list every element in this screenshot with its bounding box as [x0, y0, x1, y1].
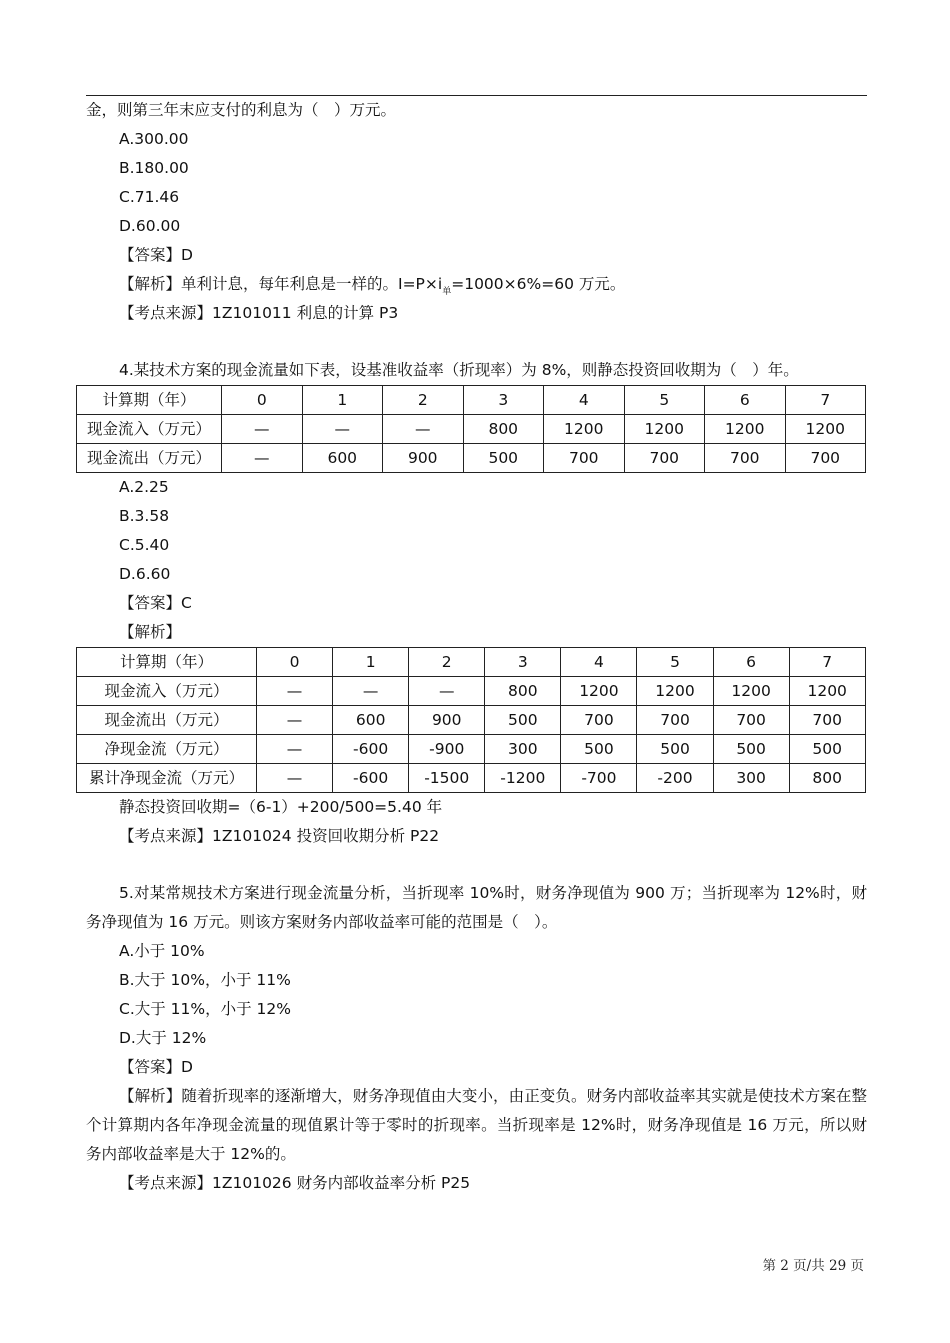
- q4-table2-row: [77, 706, 866, 735]
- q4-table2-cell: 500: [713, 735, 789, 764]
- q4-table2-cell: 500: [789, 735, 865, 764]
- q4-table1-cell: 1200: [705, 415, 786, 444]
- q4-table2-row-label: 现金流入（万元）: [77, 677, 257, 706]
- q4-table2-cell: —: [257, 764, 333, 793]
- q3-option-a: A.300.00: [119, 130, 189, 148]
- q4-table1-cell: 500: [463, 444, 544, 473]
- q3-answer: 【答案】D: [119, 246, 193, 264]
- q4-table1-cell: 1200: [785, 415, 866, 444]
- q4-option-c: C.5.40: [119, 536, 170, 554]
- q4-table2-row: [77, 677, 866, 706]
- q4-table2-row-label: 现金流出（万元）: [77, 706, 257, 735]
- q4-table1-cell: —: [302, 415, 383, 444]
- q4-table2-cell: -900: [409, 735, 485, 764]
- q4-table1-cell: —: [222, 415, 303, 444]
- q4-source: 【考点来源】1Z101024 投资回收期分析 P22: [119, 827, 440, 845]
- q4-table2-cell: -200: [637, 764, 713, 793]
- q3-stem-continuation: 金，则第三年末应支付的利息为（ ）万元。: [86, 101, 397, 119]
- q5-answer: 【答案】D: [119, 1058, 193, 1076]
- q4-table1-cell: 3: [463, 386, 544, 415]
- q4-table1-row: [77, 415, 866, 444]
- q3-analysis-formula: =1000×6%=60 万元。: [451, 275, 626, 293]
- q4-table2-cell: 800: [789, 764, 865, 793]
- q4-table1-cell: 800: [463, 415, 544, 444]
- q4-table1-cell: 700: [544, 444, 625, 473]
- page-footer: 第 2 页/共 29 页: [762, 1258, 864, 1274]
- q5-option-c: C.大于 11%，小于 12%: [119, 1000, 292, 1018]
- q5-source: 【考点来源】1Z101026 财务内部收益率分析 P25: [119, 1174, 471, 1192]
- q4-analysis-label: 【解析】: [119, 623, 182, 641]
- q4-table2-cell: —: [257, 706, 333, 735]
- q4-table2-row-label: 计算期（年）: [77, 648, 257, 677]
- q4-table2-cell: 6: [713, 648, 789, 677]
- q4-table1-cell: 7: [785, 386, 866, 415]
- q4-option-a: A.2.25: [119, 478, 169, 496]
- q4-table2-cell: 700: [561, 706, 637, 735]
- q3-option-d: D.60.00: [119, 217, 181, 235]
- q4-table2-cell: —: [257, 677, 333, 706]
- q4-table1-cell: 700: [785, 444, 866, 473]
- q4-table1-cell: 700: [705, 444, 786, 473]
- q4-table2-cell: -600: [333, 764, 409, 793]
- q4-table1-cell: 1: [302, 386, 383, 415]
- q4-table1-cell: —: [222, 444, 303, 473]
- q3-option-c: C.71.46: [119, 188, 180, 206]
- q4-table2-cell: 4: [561, 648, 637, 677]
- q3-analysis-subscript: 单: [442, 287, 452, 297]
- q4-analysis-table: [76, 647, 866, 793]
- q4-table2-cell: 700: [789, 706, 865, 735]
- document-page: [86, 96, 867, 1198]
- q4-table1-row-label: 现金流出（万元）: [77, 444, 222, 473]
- q4-table2-header-row: [77, 648, 866, 677]
- q4-table1-cell: 600: [302, 444, 383, 473]
- q4-table2-cell: 900: [409, 706, 485, 735]
- q4-stem: 4.某技术方案的现金流量如下表，设基准收益率（折现率）为 8%，则静态投资回收期为（ ）年。: [119, 361, 799, 379]
- q3-source: 【考点来源】1Z101011 利息的计算 P3: [119, 304, 399, 322]
- q4-table2-cell: 300: [713, 764, 789, 793]
- q4-table1-cell: 2: [383, 386, 464, 415]
- q4-table1-cell: 0: [222, 386, 303, 415]
- q3-option-b: B.180.00: [119, 159, 189, 177]
- q4-table1-cell: 6: [705, 386, 786, 415]
- q4-table2-row: [77, 764, 866, 793]
- q4-table2-cell: 7: [789, 648, 865, 677]
- q4-table2-cell: 3: [485, 648, 561, 677]
- q5-option-d: D.大于 12%: [119, 1029, 207, 1047]
- q4-table2-cell: 5: [637, 648, 713, 677]
- q4-table2-cell: 700: [713, 706, 789, 735]
- q4-table2-cell: 300: [485, 735, 561, 764]
- q4-table1-cell: 1200: [544, 415, 625, 444]
- q4-answer: 【答案】C: [119, 594, 192, 612]
- q4-table2-cell: 2: [409, 648, 485, 677]
- q4-table1-row-label: 现金流入（万元）: [77, 415, 222, 444]
- q4-table2-cell: 500: [561, 735, 637, 764]
- q4-cashflow-table: [76, 385, 866, 473]
- q4-table2-cell: 800: [485, 677, 561, 706]
- q4-table1-cell: 1200: [624, 415, 705, 444]
- q4-table2-cell: —: [333, 677, 409, 706]
- q4-table1-header-row: [77, 386, 866, 415]
- q3-analysis-text: 【解析】单利计息，每年利息是一样的。I=P×i: [119, 275, 443, 293]
- q4-table2-cell: -600: [333, 735, 409, 764]
- q4-table2-cell: 500: [637, 735, 713, 764]
- q4-table2-cell: —: [409, 677, 485, 706]
- q4-table1-cell: 4: [544, 386, 625, 415]
- q4-table2-cell: 1: [333, 648, 409, 677]
- q4-table2-cell: 1200: [789, 677, 865, 706]
- q4-table2-cell: —: [257, 735, 333, 764]
- q4-table2-cell: 600: [333, 706, 409, 735]
- q5-option-a: A.小于 10%: [119, 942, 205, 960]
- q4-table2-cell: -1500: [409, 764, 485, 793]
- q4-table2-cell: 0: [257, 648, 333, 677]
- q4-table2-cell: 1200: [713, 677, 789, 706]
- q4-option-b: B.3.58: [119, 507, 170, 525]
- q4-table1-cell: —: [383, 415, 464, 444]
- q4-option-d: D.6.60: [119, 565, 171, 583]
- q4-table2-cell: 1200: [561, 677, 637, 706]
- q4-table1-cell: 700: [624, 444, 705, 473]
- q4-table2-row: [77, 735, 866, 764]
- q5-option-b: B.大于 10%，小于 11%: [119, 971, 291, 989]
- q4-table2-cell: 1200: [637, 677, 713, 706]
- q4-table1-row: [77, 444, 866, 473]
- q4-table2-cell: 500: [485, 706, 561, 735]
- q3-analysis: [86, 270, 867, 299]
- q4-table1-row-label: 计算期（年）: [77, 386, 222, 415]
- q5-stem: 5.对某常规技术方案进行现金流量分析，当折现率 10%时，财务净现值为 900 万；当折现率为 12%时，财务净现值为 16 万元。则该方案财务内部收益率可能的范围是（ ）。: [86, 884, 867, 931]
- q4-table2-row-label: 净现金流（万元）: [77, 735, 257, 764]
- q4-table2-row-label: 累计净现金流（万元）: [77, 764, 257, 793]
- q4-table1-cell: 900: [383, 444, 464, 473]
- q4-table1-cell: 5: [624, 386, 705, 415]
- q4-table2-cell: -700: [561, 764, 637, 793]
- q4-table2-cell: -1200: [485, 764, 561, 793]
- q4-formula: 静态投资回收期=（6-1）+200/500=5.40 年: [119, 798, 443, 816]
- q5-analysis: 【解析】随着折现率的逐渐增大，财务净现值由大变小，由正变负。财务内部收益率其实就是使技术方案在整个计算期内各年净现金流量的现值累计等于零时的折现率。当折现率是 12%时，财务净现值是 16 万元，所以财务内部收益率是大于 12%的。: [86, 1087, 867, 1163]
- q4-table2-cell: 700: [637, 706, 713, 735]
